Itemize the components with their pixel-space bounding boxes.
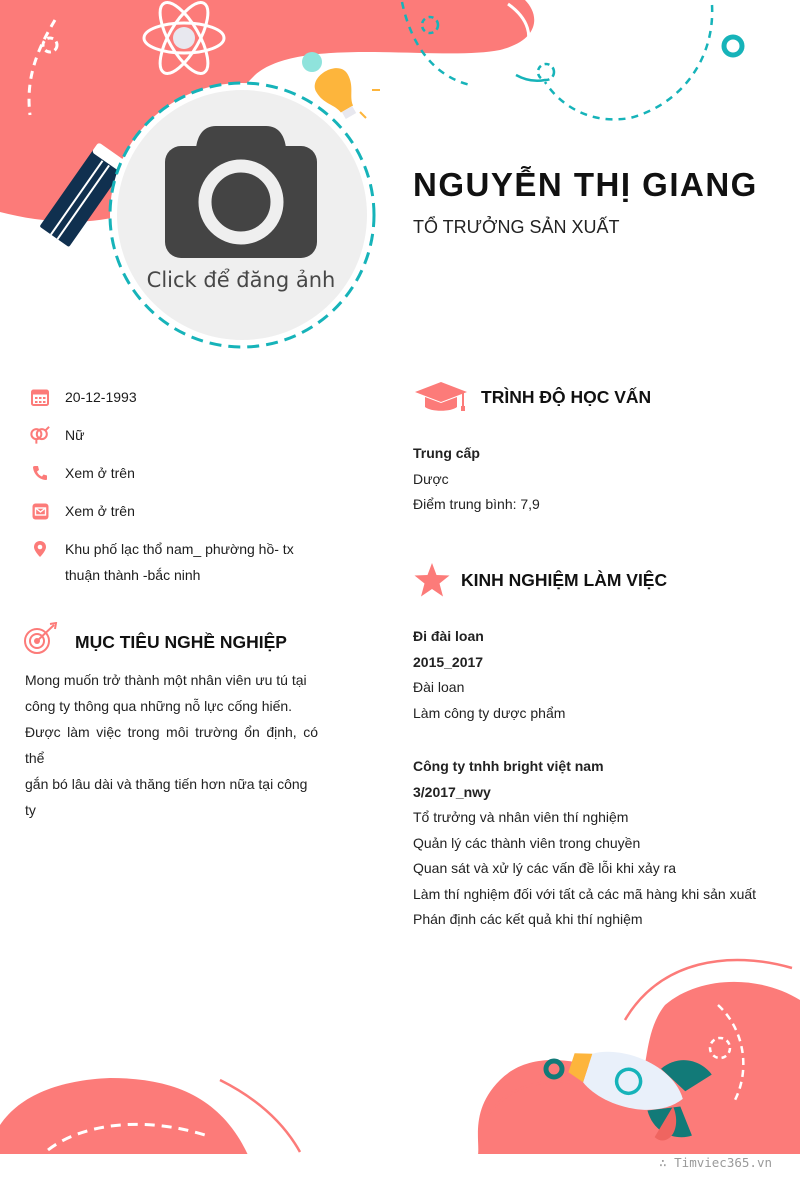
photo-upload-label: Click để đăng ảnh (146, 268, 336, 292)
job-detail: Quan sát và xử lý các vấn đề lỗi khi xảy ra (413, 860, 677, 876)
email-icon (30, 498, 50, 524)
job-period: 2015_2017 (413, 653, 484, 670)
address-line-2: thuận thành -bắc ninh (65, 567, 201, 583)
job-detail: Quản lý các thành viên trong chuyền (413, 834, 641, 851)
calendar-icon (30, 384, 50, 410)
job-entry (413, 754, 788, 933)
watermark (659, 1155, 772, 1170)
objective-line: Được làm việc trong môi trường ổn định, có thể (25, 724, 318, 766)
education-heading: TRÌNH ĐỘ HỌC VẤN (481, 387, 652, 407)
target-icon (22, 622, 58, 658)
job-detail: Đài loan (413, 679, 465, 695)
job-detail: Làm thí nghiệm đối với tất cả các mã hàng khi sản xuất (413, 885, 757, 902)
teal-ring (724, 37, 742, 55)
gender-value: Nữ (65, 427, 85, 443)
star-icon (413, 562, 451, 598)
email-row (30, 498, 330, 524)
birthday-row (30, 384, 330, 410)
objective-line: gắn bó lâu dài và thăng tiến hơn nữa tại công (25, 776, 308, 792)
location-pin-icon (30, 536, 50, 562)
watermark-icon: ∴ (659, 1155, 675, 1170)
education-gpa: Điểm trung bình: 7,9 (413, 496, 540, 512)
job-entry (413, 624, 788, 726)
address-line-1: Khu phố lạc thổ nam_ phường hồ- tx (65, 541, 294, 557)
photo-upload-button[interactable] (118, 268, 364, 292)
phone-icon (30, 460, 50, 486)
birthday-value: 20-12-1993 (65, 389, 137, 405)
phone-value: Xem ở trên (65, 465, 135, 481)
job-company: Công ty tnhh bright việt nam (413, 758, 604, 774)
objective-line: công ty thông qua những nỗ lực cống hiến. (25, 698, 293, 714)
objective-line: ty (25, 802, 36, 818)
job-period: 3/2017_nwy (413, 783, 491, 800)
education-level: Trung cấp (413, 445, 480, 461)
objective-line: Mong muốn trở thành một nhân viên ưu tú tại (25, 672, 307, 688)
phone-row (30, 460, 330, 486)
job-detail: Tổ trưởng và nhân viên thí nghiệm (413, 809, 629, 825)
graduation-cap-icon (413, 380, 469, 414)
job-detail: Phán định các kết quả khi thí nghiệm (413, 911, 643, 927)
objective-text (25, 667, 318, 823)
experience-heading: KINH NGHIỆM LÀM VIỆC (461, 570, 668, 590)
watermark-text: Timviec365.vn (674, 1155, 772, 1170)
job-company: Đi đài loan (413, 628, 484, 644)
gender-row (30, 422, 330, 448)
education-major: Dược (413, 470, 449, 487)
gender-icon (30, 422, 50, 448)
candidate-name: NGUYỄN THỊ GIANG (413, 166, 758, 203)
objective-heading: MỤC TIÊU NGHỀ NGHIỆP (75, 632, 287, 652)
education-details (413, 441, 783, 518)
job-detail: Làm công ty dược phẩm (413, 704, 566, 721)
bottom-left-blob (0, 1078, 248, 1155)
address-row (30, 536, 330, 588)
address-value (65, 536, 294, 588)
job-title: TỔ TRƯỞNG SẢN XUẤT (413, 217, 620, 237)
email-value: Xem ở trên (65, 503, 135, 519)
